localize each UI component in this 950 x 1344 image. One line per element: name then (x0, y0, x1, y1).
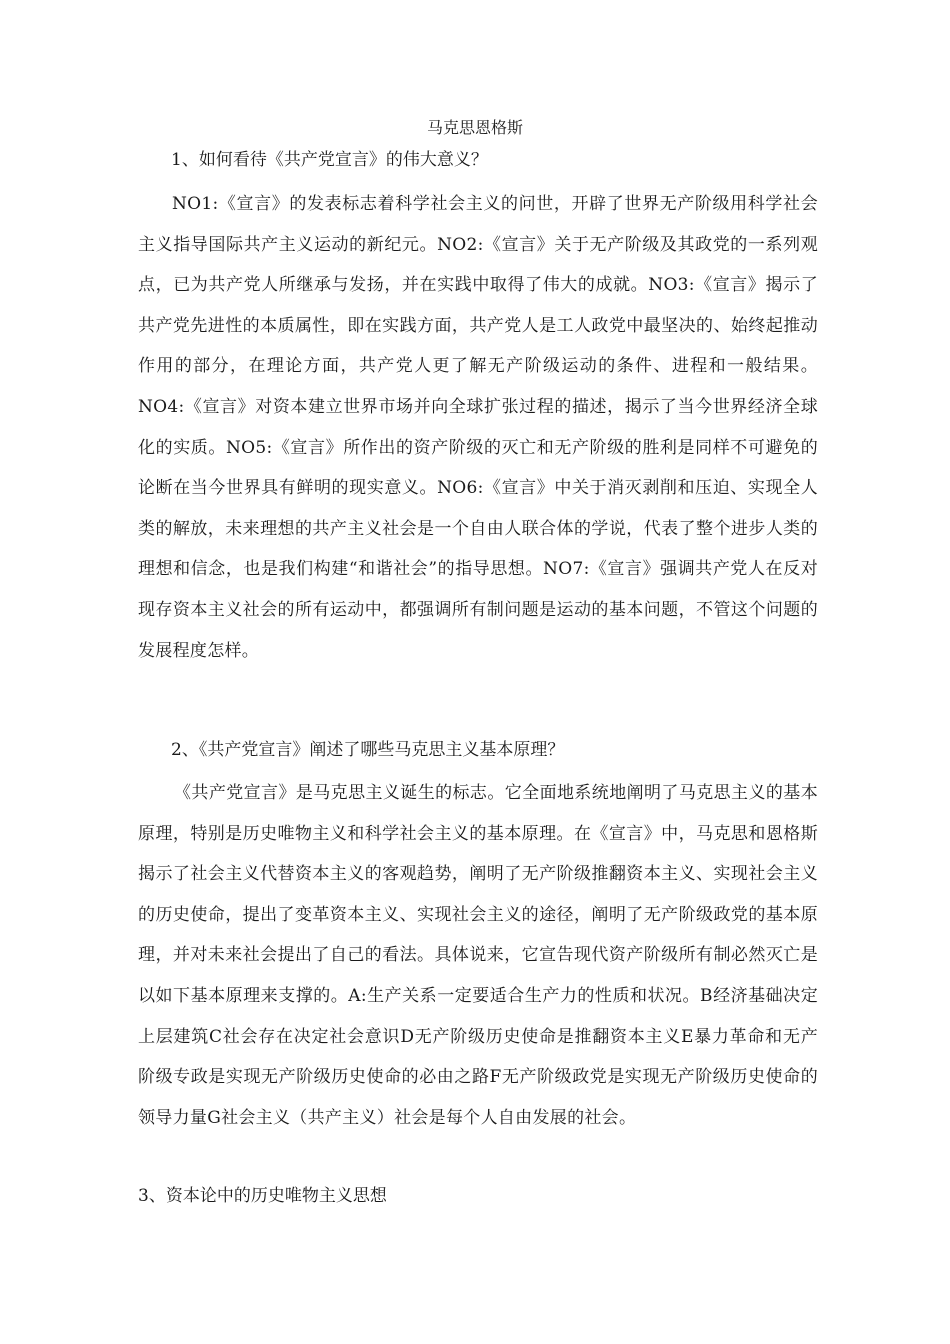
question-1: 1、如何看待《共产党宣言》的伟大意义？ (171, 150, 488, 170)
question-2: 2、《共产党宣言》阐述了哪些马克思主义基本原理？ (171, 740, 565, 760)
document-title: 马克思恩格斯 (426, 118, 523, 137)
answer-2: 《共产党宣言》是马克思主义诞生的标志。它全面地系统地阐明了马克思主义的基本原理，特别是历史唯物主义和科学社会主义的基本原理。在《宣言》中，马克思和恩格斯揭示了社会主义代替资本主义的客观趋势，阐明了无产阶级推翻资本主义、实现社会主义的历史使命，提出了变革资本主义、实现社会主义的途径，阐明了无产阶级政党的基本原理，并对未来社会提出了自己的看法。具体说来，它宣告现代资产阶级所有制必然灭亡是以如下基本原理来支撑的。A:生产关系一定要适合生产力的性质和状况。B经济基础决定上层建筑C社会存在决定社会意识D无产阶级历史使命是推翻资本主义E暴力革命和无产阶级专政是实现无产阶级历史使命的必由之路F无产阶级政党是实现无产阶级历史使命的领导力量G社会主义（共产主义）社会是每个人自由发展的社会。 (138, 783, 818, 1128)
answer-1: NO1:《宣言》的发表标志着科学社会主义的问世，开辟了世界无产阶级用科学社会主义指导国际共产主义运动的新纪元。NO2:《宣言》关于无产阶级及其政党的一系列观点，已为共产党人所继承与发扬，并在实践中取得了伟大的成就。NO3:《宣言》揭示了共产党先进性的本质属性，即在实践方面，共产党人是工人政党中最坚决的、始终起推动作用的部分，在理论方面，共产党人更了解无产阶级运动的条件、进程和一般结果。NO4:《宣言》对资本建立世界市场并向全球扩张过程的描述，揭示了当今世界经济全球化的实质。NO5:《宣言》所作出的资产阶级的灭亡和无产阶级的胜利是同样不可避免的论断在当今世界具有鲜明的现实意义。NO6:《宣言》中关于消灭剥削和压迫、实现全人类的解放，未来理想的共产主义社会是一个自由人联合体的学说，代表了整个进步人类的理想和信念，也是我们构建“和谐社会”的指导思想。NO7:《宣言》强调共产党人在反对现存资本主义社会的所有运动中，都强调所有制问题是运动的基本问题，不管这个问题的发展程度怎样。 (138, 194, 818, 661)
question-3: 3、资本论中的历史唯物主义思想 (138, 1186, 387, 1206)
